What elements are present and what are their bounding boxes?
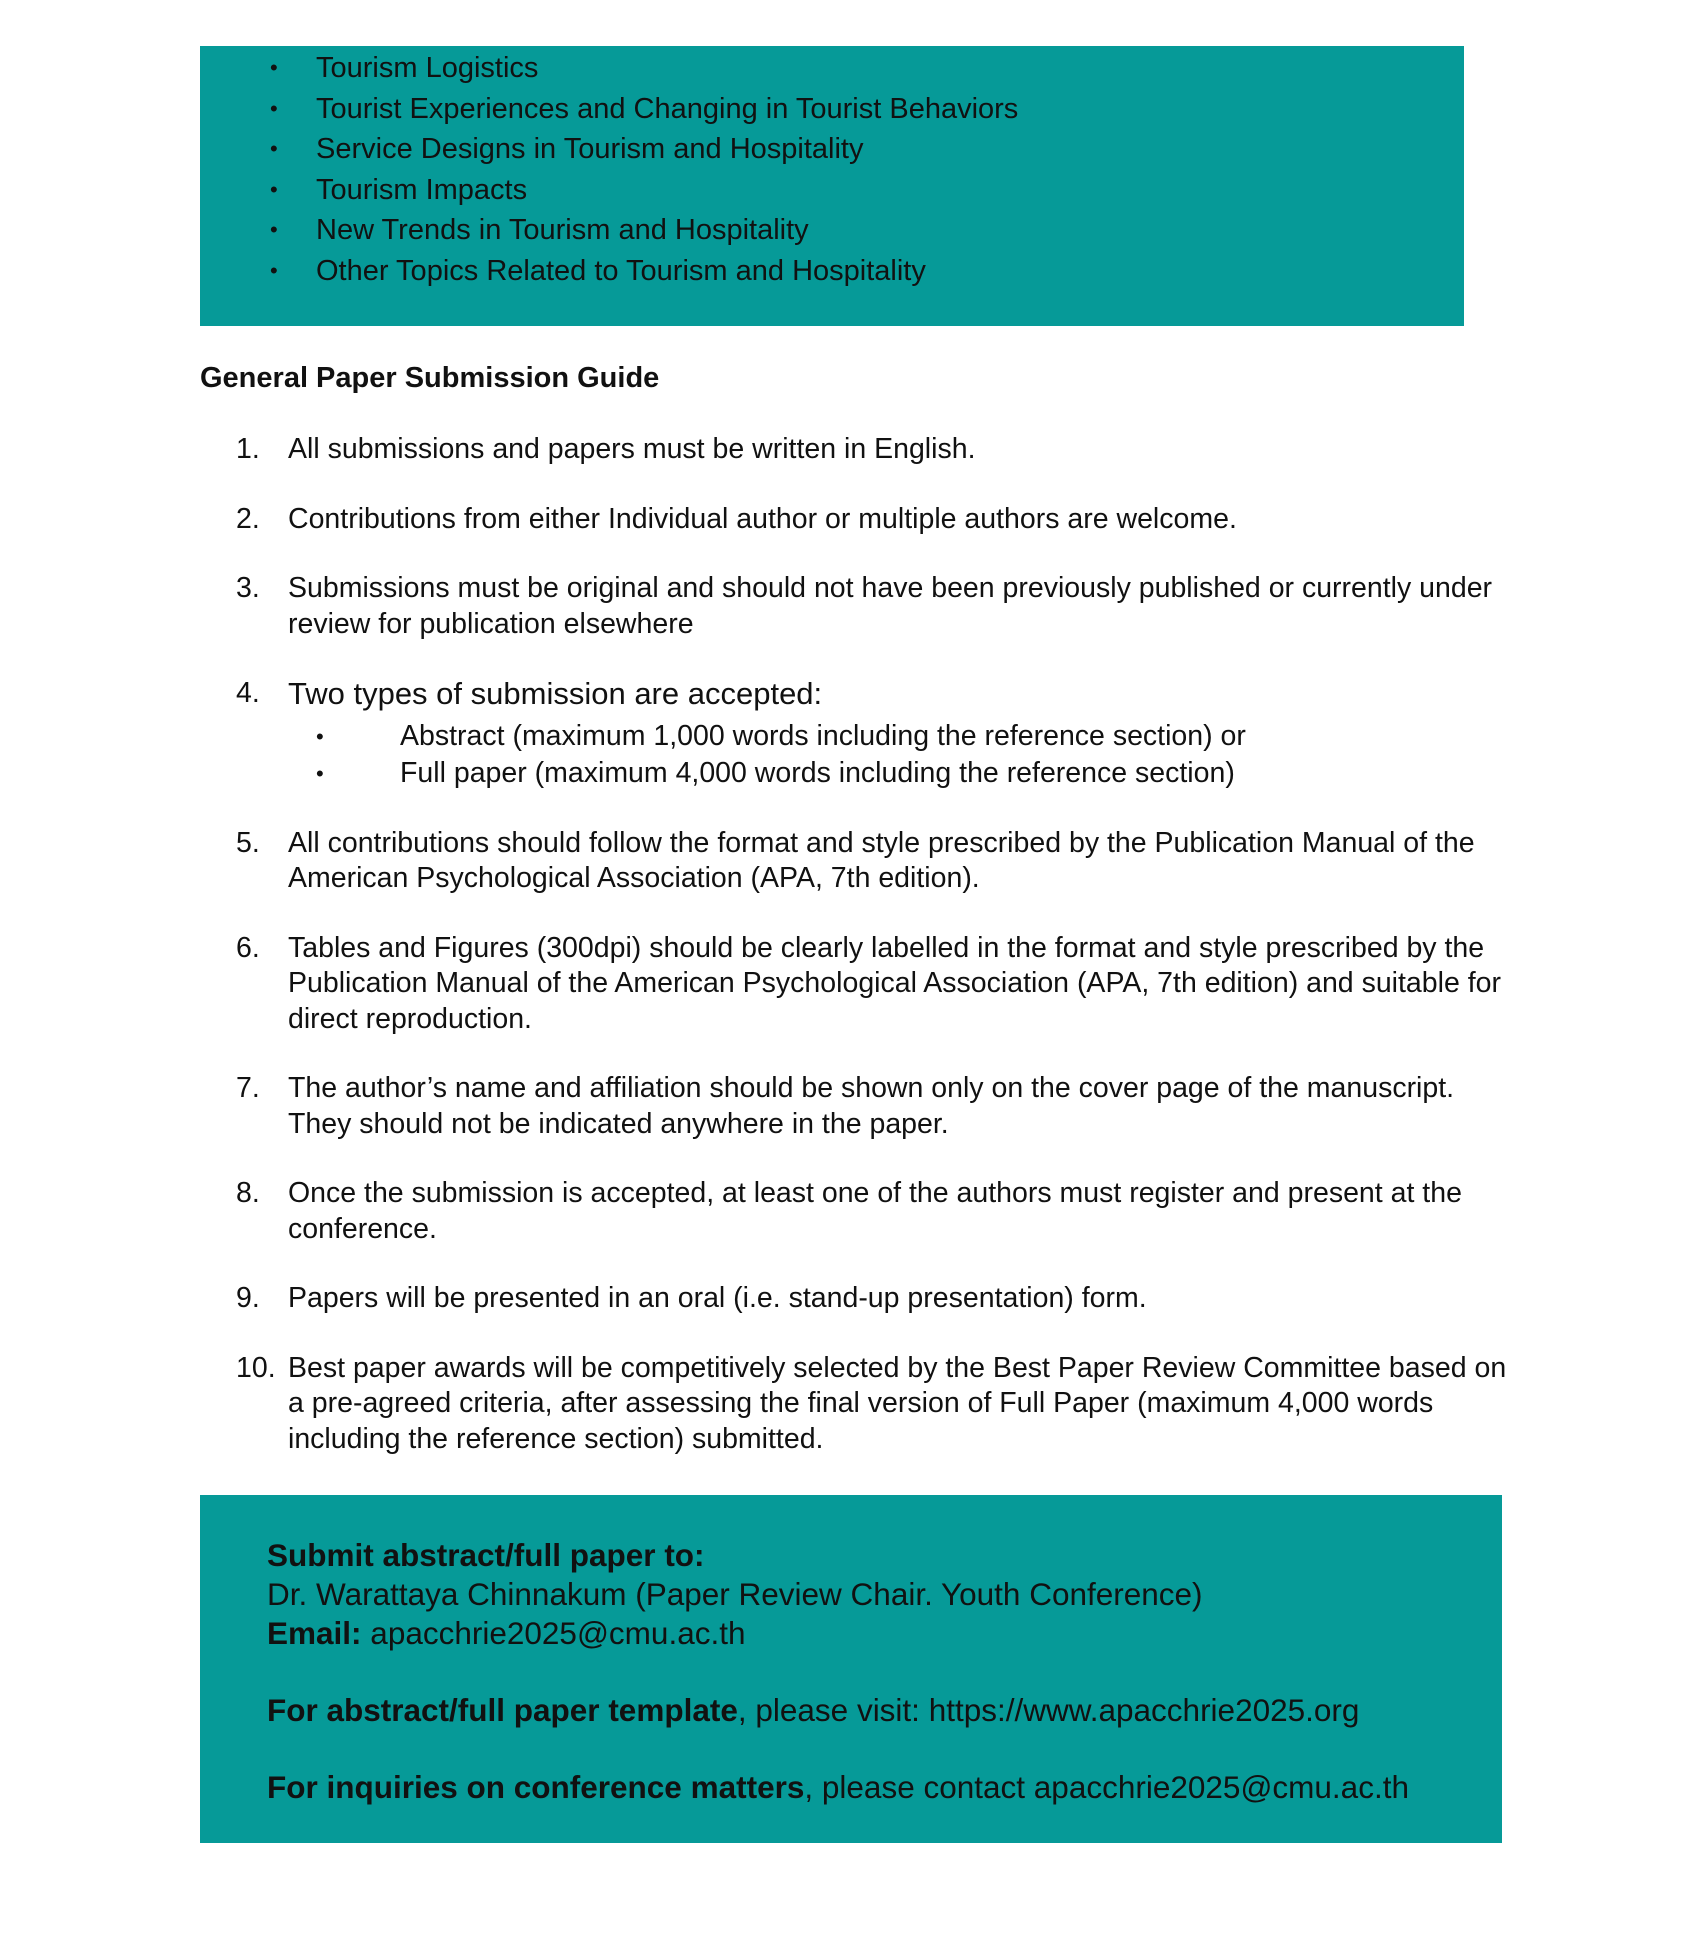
- guide-item: [236, 571, 1516, 642]
- topic-text: New Trends in Tourism and Hospitality: [316, 214, 809, 246]
- topic-text: Tourism Logistics: [316, 52, 539, 84]
- item-number: 1.: [236, 433, 260, 465]
- template-label: For abstract/full paper template: [267, 1692, 738, 1728]
- submission-type-item: [288, 718, 1516, 755]
- topic-item: [200, 170, 1018, 211]
- bullet-icon: •: [270, 55, 278, 80]
- submission-type-text: Abstract (maximum 1,000 words including the reference section) or: [400, 719, 1246, 752]
- item-text: Submissions must be original and should not have been previously published or currently under review for publication elsewhere: [288, 572, 1493, 640]
- guide-item: [236, 502, 1516, 538]
- guide-item: [236, 1176, 1516, 1247]
- inquiries-line: [267, 1769, 1409, 1806]
- email-label: Email:: [267, 1615, 362, 1651]
- item-number: 7.: [236, 1072, 260, 1104]
- topics-panel: [200, 46, 1464, 326]
- bullet-icon: •: [270, 95, 278, 121]
- guide-item: [236, 432, 1516, 468]
- item-text: Contributions from either Individual author or multiple authors are welcome.: [288, 502, 1237, 535]
- item-number: 6.: [236, 931, 260, 964]
- bullet-icon: •: [316, 723, 324, 749]
- template-link-text[interactable]: , please visit: https://www.apacchrie2025.org: [737, 1692, 1360, 1728]
- item-number: 5.: [236, 826, 260, 859]
- topic-item: [200, 251, 1018, 292]
- bullet-icon: •: [270, 136, 278, 161]
- topic-text: Tourism Impacts: [316, 173, 528, 206]
- item-text: All contributions should follow the format and style prescribed by the Publication Manual of the American Psychological Association (APA, 7th edition).: [288, 826, 1475, 894]
- topic-text: Tourist Experiences and Changing in Tourist Behaviors: [316, 92, 1019, 125]
- bullet-icon: •: [270, 217, 278, 242]
- item-text: All submissions and papers must be written in English.: [288, 433, 976, 465]
- contact-name: Dr. Warattaya Chinnakum (Paper Review Chair. Youth Conference): [267, 1576, 1203, 1612]
- item-number: 4.: [236, 677, 260, 709]
- bullet-icon: •: [270, 176, 278, 202]
- submission-types-list: [288, 718, 1516, 792]
- submission-type-text: Full paper (maximum 4,000 words including the reference section): [400, 756, 1235, 789]
- guide-item: [236, 676, 1516, 792]
- item-number: 8.: [236, 1177, 260, 1209]
- bullet-icon: •: [270, 257, 278, 283]
- item-text: The author’s name and affiliation should be shown only on the cover page of the manuscript. They should not be indicated anywhere in the paper.: [288, 1072, 1455, 1140]
- inquiries-contact-text[interactable]: , please contact apacchrie2025@cmu.ac.th: [804, 1769, 1409, 1805]
- item-text: Once the submission is accepted, at least one of the authors must register and present at the conference.: [288, 1177, 1462, 1245]
- email-value[interactable]: apacchrie2025@cmu.ac.th: [370, 1615, 746, 1651]
- bullet-icon: •: [316, 760, 324, 786]
- topic-text: Other Topics Related to Tourism and Hospitality: [316, 254, 926, 287]
- guide-item: [236, 931, 1516, 1038]
- guide-item: [236, 1351, 1516, 1458]
- item-number: 3.: [236, 572, 260, 604]
- guide-item: [236, 1071, 1516, 1142]
- item-text: Papers will be presented in an oral (i.e. stand-up presentation) form.: [288, 1282, 1147, 1314]
- topic-item: [200, 129, 1018, 170]
- guide-item: [236, 1281, 1516, 1317]
- submission-type-item: [288, 755, 1516, 792]
- topic-item: [200, 89, 1018, 130]
- item-number: 10.: [236, 1351, 276, 1384]
- inquiries-label: For inquiries on conference matters: [267, 1769, 805, 1805]
- template-line: [267, 1692, 1359, 1729]
- item-text: Two types of submission are accepted:: [288, 676, 823, 711]
- topic-item: [200, 210, 1018, 251]
- guide-item: [236, 826, 1516, 897]
- section-heading: General Paper Submission Guide: [200, 362, 660, 394]
- item-number: 2.: [236, 502, 260, 535]
- email-line: [267, 1615, 745, 1652]
- item-text: Tables and Figures (300dpi) should be clearly labelled in the format and style prescribed by the Publication Manual of the American Psychological Association (APA, 7th edition) and suitable for direct reproduction.: [288, 931, 1501, 1035]
- submission-contact-panel: [200, 1495, 1502, 1843]
- guide-list: [236, 432, 1516, 1491]
- topic-text: Service Designs in Tourism and Hospitality: [316, 133, 864, 165]
- item-number: 9.: [236, 1282, 260, 1314]
- topics-list: [200, 48, 1018, 291]
- item-text: Best paper awards will be competitively selected by the Best Paper Review Committee based on a pre-agreed criteria, after assessing the final version of Full Paper (maximum 4,000 words including the reference section) submitted.: [288, 1351, 1507, 1455]
- submit-heading: Submit abstract/full paper to:: [267, 1537, 705, 1573]
- topic-item: [200, 48, 1018, 89]
